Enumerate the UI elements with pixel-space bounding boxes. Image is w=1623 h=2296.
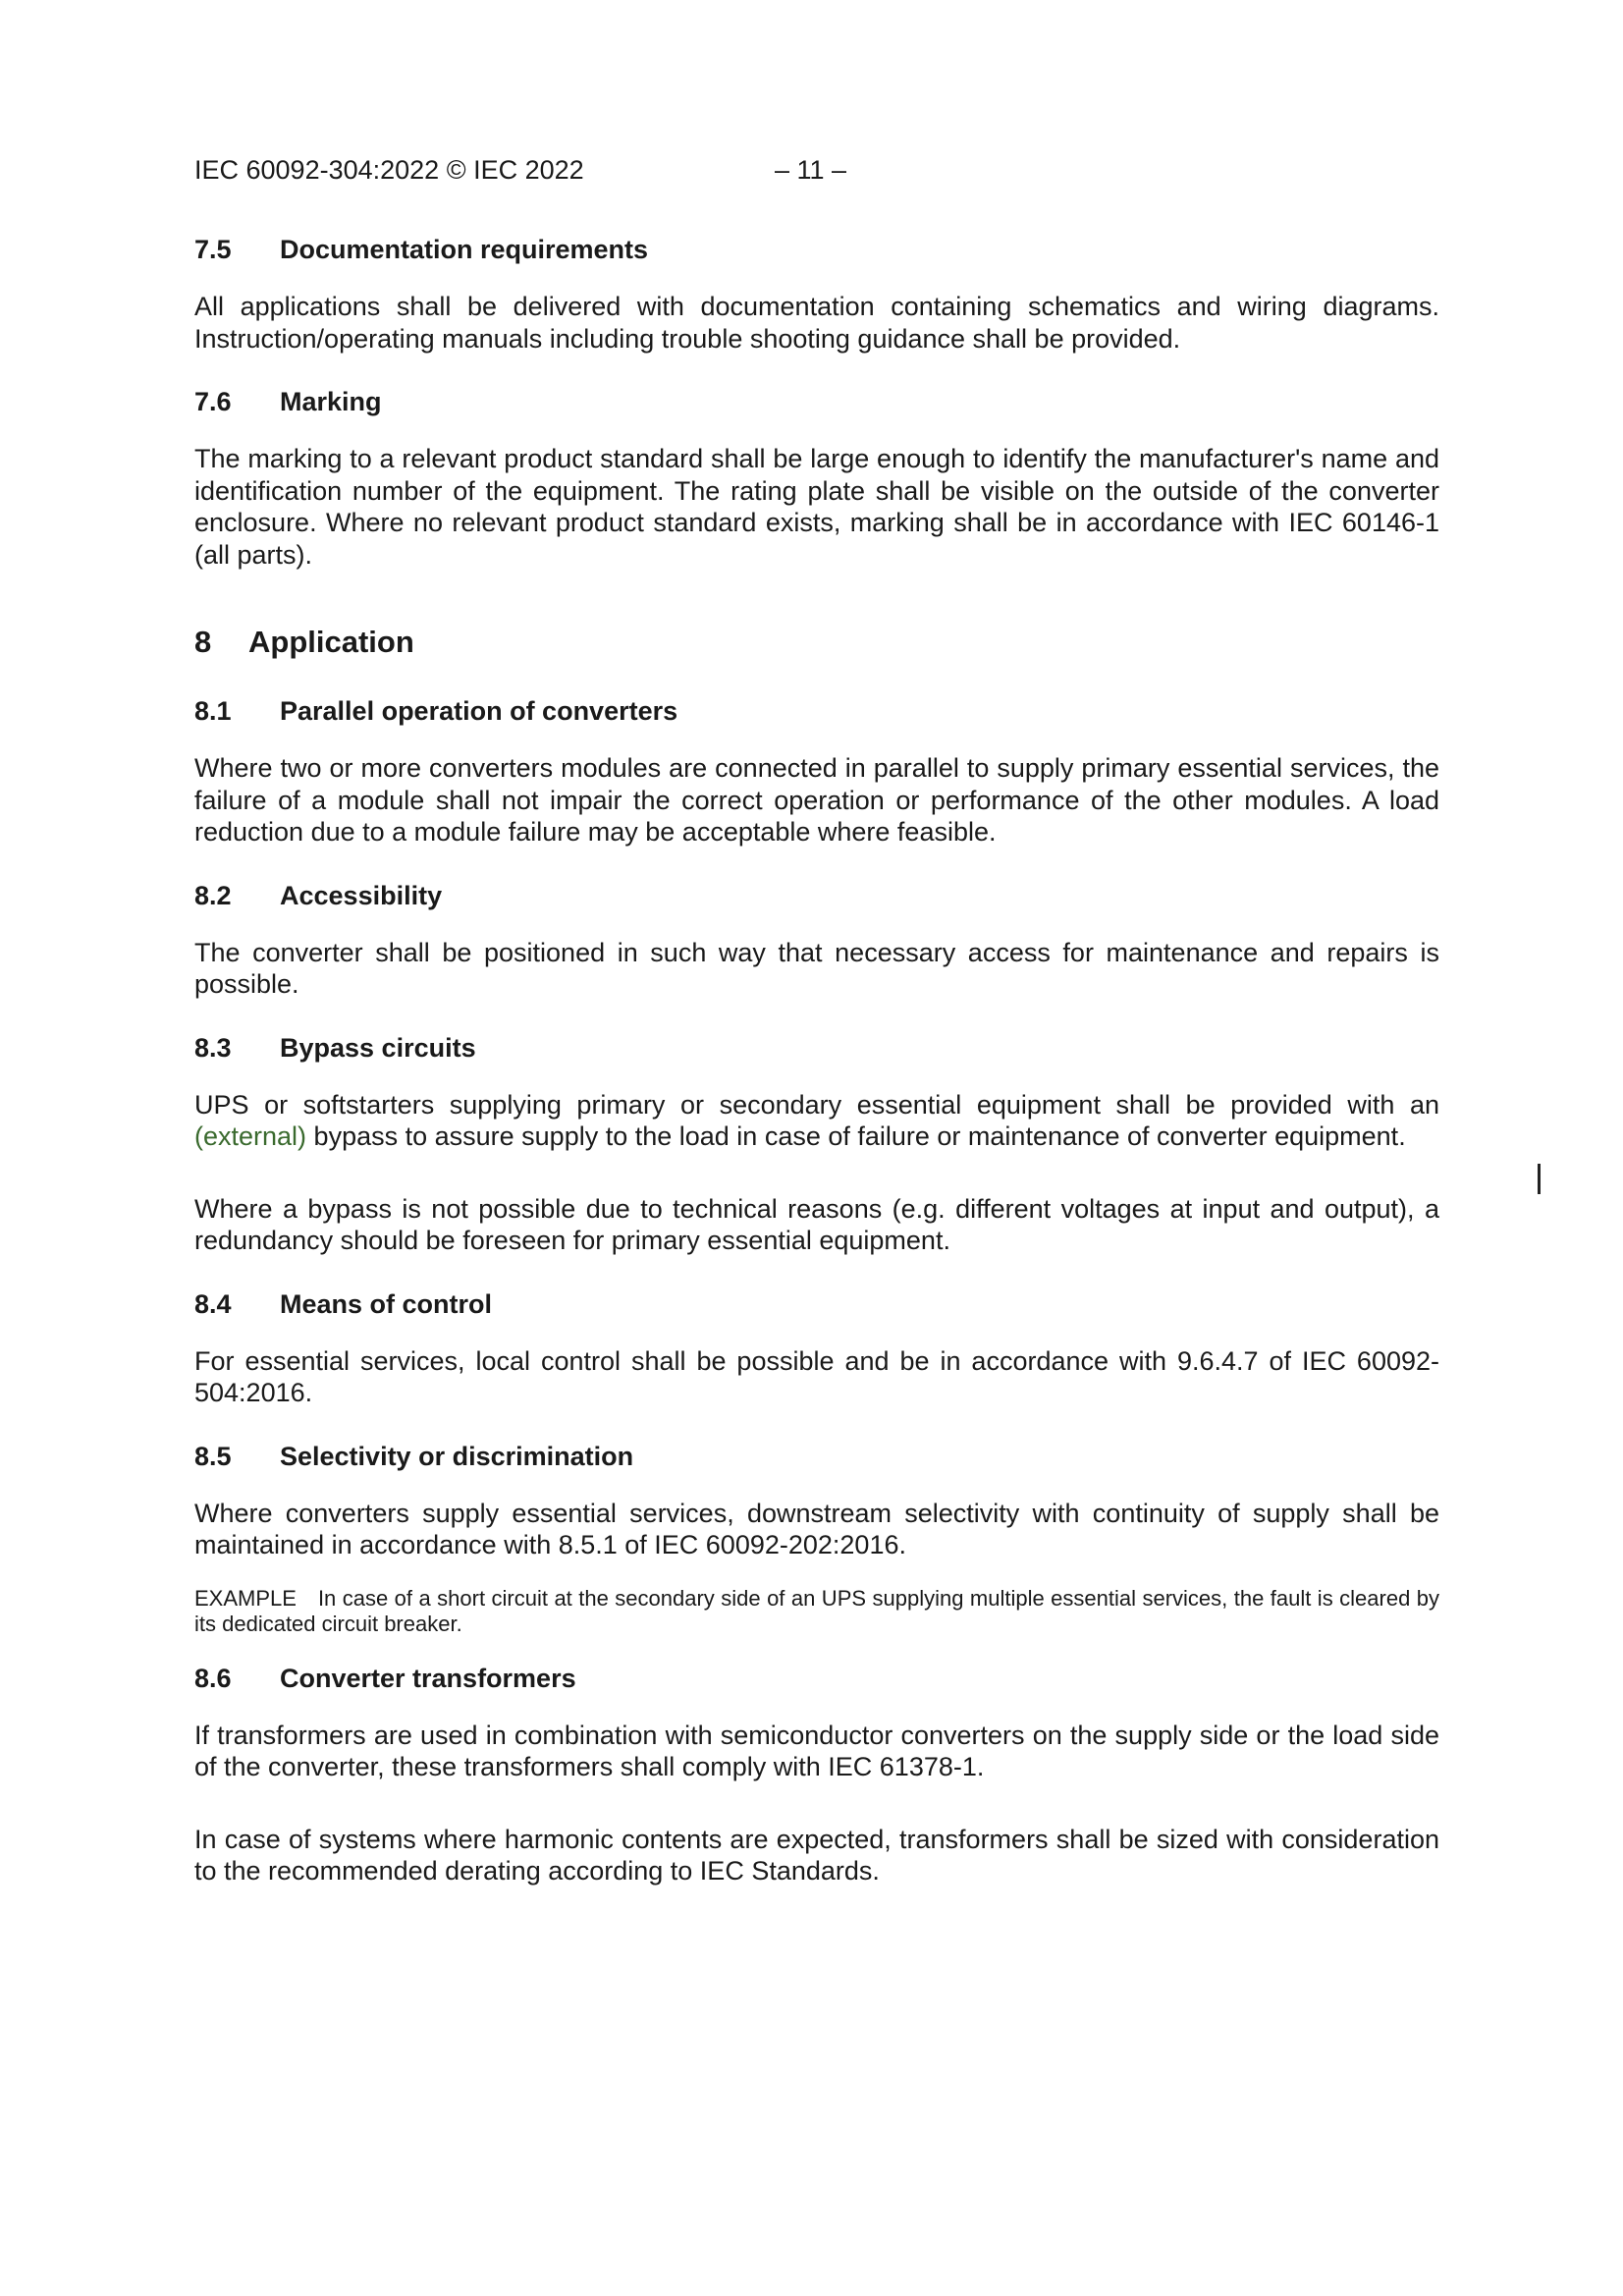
section-number: 8.5 [194,1441,232,1471]
section-title: Selectivity or discrimination [280,1441,634,1471]
paragraph-8-1: Where two or more converters modules are connected in parallel to supply primary essential services, the failure of a module shall not impair the correct operation or performance of the other modules. A load reduction due to a module failure may be acceptable where feasible. [194,753,1439,847]
example-text: In case of a short circuit at the secondary side of an UPS supplying multiple essential services, the fault is cleared by its dedicated circuit breaker. [194,1585,1439,1636]
section-number: 7.5 [194,235,232,264]
section-number: 8.6 [194,1663,232,1693]
section-number: 8.1 [194,696,232,726]
paragraph-8-6-a: If transformers are used in combination with semiconductor converters on the supply side or the load side of the converter, these transformers shall comply with IEC 61378-1. [194,1720,1439,1781]
text-run: UPS or softstarters supplying primary or secondary essential equipment shall be provided with an [194,1089,1439,1120]
section-title: Marking [280,387,382,416]
section-heading-7-5 [194,234,1439,265]
paragraph-8-6-b: In case of systems where harmonic contents are expected, transformers shall be sized with consideration to the recommended derating according to IEC Standards. [194,1824,1439,1886]
revision-change-bar [1538,1164,1541,1194]
section-title: Means of control [280,1288,493,1319]
paragraph-8-3-a [194,1089,1439,1153]
example-label: EXAMPLE [194,1585,297,1611]
text-run: bypass to assure supply to the load in case of failure or maintenance of converter equipment. [306,1121,1406,1151]
section-heading-8-3 [194,1032,1439,1064]
inserted-text: (external) [194,1121,307,1151]
paragraph-8-3-b: Where a bypass is not possible due to technical reasons (e.g. different voltages at input and output), a redundancy should be foreseen for primary essential equipment. [194,1193,1439,1255]
section-heading-8-1 [194,695,1439,727]
section-number: 8.2 [194,880,232,910]
standard-reference: IEC 60092-304:2022 © IEC 2022 [194,155,584,185]
section-title: Accessibility [280,880,443,910]
paragraph-7-6: The marking to a relevant product standard shall be large enough to identify the manufacturer's name and identification number of the equipment. The rating plate shall be visible on the outside of the converter enclosure. Where no relevant product standard exists, marking shall be in accordance with IEC 60146-1 (all parts). [194,444,1439,570]
page-number: – 11 – [775,155,847,185]
paragraph-8-2: The converter shall be positioned in such way that necessary access for maintenance and repairs is possible. [194,937,1439,999]
paragraph-8-4: For essential services, local control shall be possible and be in accordance with 9.6.4.7 of IEC 60092-504:2016. [194,1345,1439,1407]
section-heading-8-4 [194,1288,1439,1320]
section-heading-8-2 [194,880,1439,911]
section-number: 7.6 [194,387,232,416]
clause-heading-8 [194,625,1439,660]
section-number: 8.4 [194,1288,232,1319]
section-title: Parallel operation of converters [280,696,678,726]
clause-number: 8 [194,625,212,659]
section-title: Bypass circuits [280,1032,476,1063]
section-title: Documentation requirements [280,235,649,264]
paragraph-7-5: All applications shall be delivered with documentation containing schematics and wiring diagrams. Instruction/operating manuals including trouble shooting guidance shall be provided. [194,292,1439,354]
section-title: Converter transformers [280,1663,576,1693]
clause-title: Application [248,625,414,659]
paragraph-8-5: Where converters supply essential services, downstream selectivity with continuity of supply shall be maintained in accordance with 8.5.1 of IEC 60092-202:2016. [194,1498,1439,1559]
section-number: 8.3 [194,1032,232,1063]
section-heading-8-6 [194,1663,1439,1694]
section-heading-7-6 [194,386,1439,417]
section-heading-8-5 [194,1441,1439,1472]
example-note [194,1586,1439,1637]
document-body [194,234,1439,1887]
